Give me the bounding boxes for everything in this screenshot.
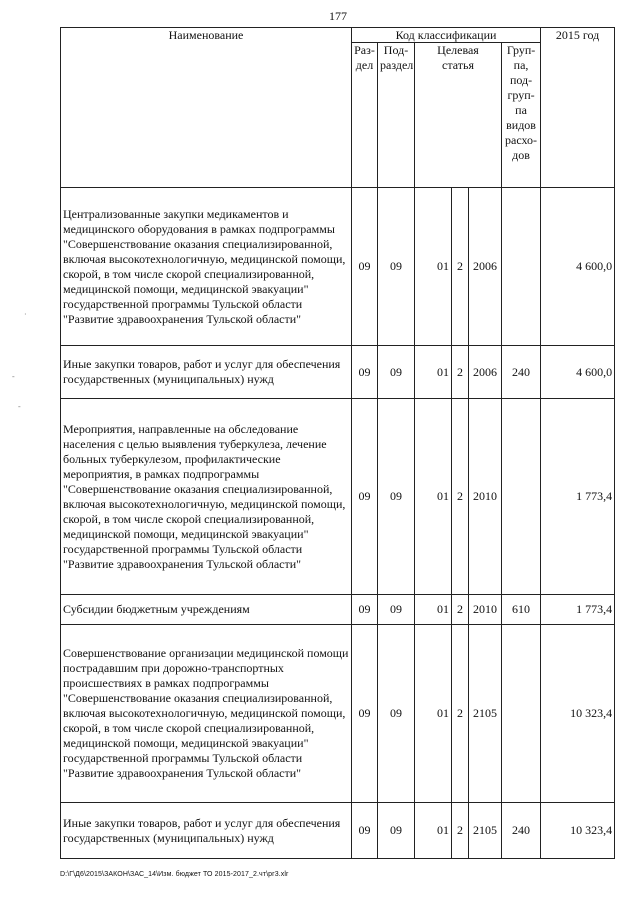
header-classification: Код классификации	[352, 28, 541, 43]
row-subsection: 09	[378, 188, 415, 346]
row-name: Иные закупки товаров, работ и услуг для обеспечения государственных (муниципальных) нужд	[61, 346, 352, 399]
row-target-code: 2105	[469, 803, 502, 859]
row-section: 09	[352, 346, 378, 399]
row-subsection: 09	[378, 803, 415, 859]
row-name: Субсидии бюджетным учреждениям	[61, 595, 352, 625]
row-target-program: 01	[415, 595, 452, 625]
row-target-subprogram: 2	[452, 188, 469, 346]
row-section: 09	[352, 625, 378, 803]
scan-mark: -	[12, 372, 15, 381]
header-subsection: Под- раздел	[378, 43, 415, 188]
header-row	[61, 28, 615, 43]
row-subsection: 09	[378, 399, 415, 595]
row-amount: 10 323,4	[541, 625, 615, 803]
table-row	[61, 399, 615, 595]
row-name: Совершенствование организации медицинской помощи пострадавшим при дорожно-транспортных происшествиях в рамках подпрограммы "Совершенствование оказания специализированной, включая высокотехнологичную, медицинской помощи, скорой, в том числе скорой специализированной, медицинской помощи, медицинской эвакуации" государственной программы Тульской области "Развитие здравоохранения Тульской области"	[61, 625, 352, 803]
row-group: 240	[502, 346, 541, 399]
row-section: 09	[352, 803, 378, 859]
table-row	[61, 625, 615, 803]
row-target-subprogram: 2	[452, 803, 469, 859]
table-row	[61, 803, 615, 859]
row-target-code: 2010	[469, 399, 502, 595]
row-amount: 4 600,0	[541, 346, 615, 399]
row-group	[502, 625, 541, 803]
row-target-code: 2010	[469, 595, 502, 625]
row-target-subprogram: 2	[452, 625, 469, 803]
row-subsection: 09	[378, 595, 415, 625]
row-section: 09	[352, 595, 378, 625]
row-group	[502, 399, 541, 595]
budget-table	[60, 27, 615, 859]
row-amount: 4 600,0	[541, 188, 615, 346]
header-group: Груп- па, под- груп- па видов расхо- дов	[502, 43, 541, 188]
row-subsection: 09	[378, 346, 415, 399]
row-target-subprogram: 2	[452, 346, 469, 399]
row-target-code: 2006	[469, 188, 502, 346]
file-path-footer: D:\Г\Д6\2015\ЗАКОН\ЗАС_14\Изм. бюджет ТО 2015-2017_2.чт\рг3.xlr	[60, 871, 289, 878]
scan-mark: -	[18, 402, 21, 411]
scan-mark: ·	[24, 310, 27, 319]
row-section: 09	[352, 399, 378, 595]
row-name: Мероприятия, направленные на обследование населения с целью выявления туберкулеза, лечение больных туберкулезом, профилактические мероприятия, в рамках подпрограммы "Совершенствование оказания специализированной, включая высокотехнологичную, медицинской помощи, скорой, в том числе скорой специализированной, медицинской помощи, медицинской эвакуации" государственной программы Тульской области "Развитие здравоохранения Тульской области"	[61, 399, 352, 595]
row-target-subprogram: 2	[452, 595, 469, 625]
row-target-subprogram: 2	[452, 399, 469, 595]
table-row	[61, 595, 615, 625]
row-target-program: 01	[415, 803, 452, 859]
row-section: 09	[352, 188, 378, 346]
row-target-code: 2105	[469, 625, 502, 803]
row-target-program: 01	[415, 625, 452, 803]
row-amount: 10 323,4	[541, 803, 615, 859]
row-target-code: 2006	[469, 346, 502, 399]
header-name: Наименование	[61, 28, 352, 188]
row-group	[502, 188, 541, 346]
row-target-program: 01	[415, 346, 452, 399]
page-number: 177	[329, 9, 347, 23]
table-row	[61, 346, 615, 399]
row-group: 610	[502, 595, 541, 625]
row-name: Централизованные закупки медикаментов и медицинского оборудования в рамках подпрограммы "Совершенствование оказания специализированной, включая высокотехнологичную, медицинской помощи, скорой, в том числе скорой специализированной, медицинской помощи, медицинской эвакуации" государственной программы Тульской области "Развитие здравоохранения Тульской области"	[61, 188, 352, 346]
row-group: 240	[502, 803, 541, 859]
row-target-program: 01	[415, 188, 452, 346]
row-subsection: 09	[378, 625, 415, 803]
row-amount: 1 773,4	[541, 595, 615, 625]
table-row	[61, 188, 615, 346]
header-year: 2015 год	[541, 28, 615, 188]
row-amount: 1 773,4	[541, 399, 615, 595]
header-section: Раз- дел	[352, 43, 378, 188]
row-name: Иные закупки товаров, работ и услуг для обеспечения государственных (муниципальных) нужд	[61, 803, 352, 859]
row-target-program: 01	[415, 399, 452, 595]
header-target: Целевая статья	[415, 43, 502, 188]
